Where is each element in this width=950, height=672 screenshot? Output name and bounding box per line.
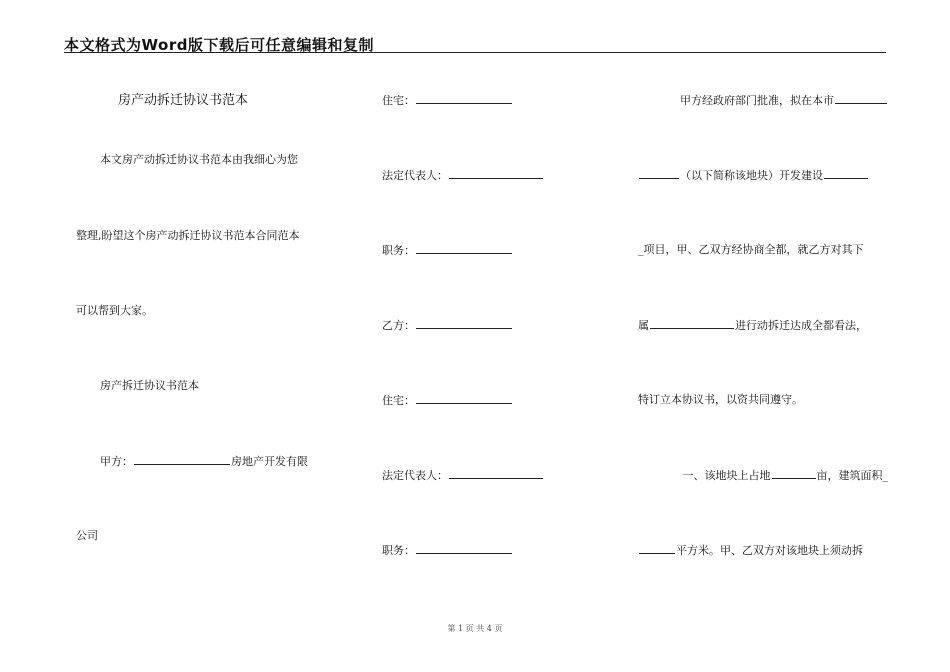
party-a-line [100, 454, 308, 469]
column-1 [76, 60, 324, 620]
position-label-1: 职务： [382, 244, 415, 257]
address-blank-1 [416, 93, 512, 104]
party-a-label: 甲方： [100, 455, 133, 468]
intro-line-2: 整理,盼望这个房产动拆迁协议书范本合同范本 [76, 229, 300, 242]
page-number: 第 1 页 共 4 页 [447, 624, 503, 633]
legal-rep-label-1: 法定代表人： [382, 169, 448, 182]
location-blank [639, 168, 679, 179]
legal-rep-line-1 [382, 168, 544, 183]
body-line-4-post: 进行动拆迁达成全都看法， [735, 319, 867, 332]
body-line-4-pre: 属 [638, 319, 649, 332]
address-blank-2 [416, 393, 512, 404]
property-blank [650, 318, 734, 329]
party-a-blank [134, 454, 230, 465]
column-2 [382, 60, 582, 620]
body-line-3: _项目，甲、乙双方经协商全都，就乙方对其下 [638, 243, 864, 256]
position-line-1 [382, 243, 513, 258]
body-line-5: 特订立本协议书，以资共同遵守。 [638, 393, 803, 406]
party-a-suffix: 房地产开发有限 [231, 455, 308, 468]
legal-rep-blank-1 [449, 168, 543, 179]
position-line-2 [382, 543, 513, 558]
intro-line-3: 可以帮到大家。 [76, 304, 153, 317]
header-divider [64, 52, 886, 53]
position-blank-1 [416, 243, 512, 254]
area-mu-blank [772, 468, 816, 479]
body-line-2-text: （以下简称该地块）开发建设 [680, 169, 823, 182]
document-title: 房产动拆迁协议书范本 [118, 93, 249, 108]
legal-rep-label-2: 法定代表人： [382, 469, 448, 482]
floor-area-blank [639, 543, 675, 554]
body-line-6 [683, 468, 889, 483]
party-a-continued: 公司 [76, 529, 98, 542]
address-label-1: 住宅： [382, 94, 415, 107]
body-line-6-mid: 亩，建筑面积_ [816, 469, 888, 482]
project-blank [824, 168, 868, 179]
city-blank [835, 93, 887, 104]
column-3 [638, 60, 888, 620]
body-line-6-pre: 一、该地块上占地 [682, 469, 771, 482]
party-b-blank [416, 318, 512, 329]
position-label-2: 职务： [382, 544, 415, 557]
address-label-2: 住宅： [382, 394, 415, 407]
body-line-7 [638, 543, 863, 558]
legal-rep-blank-2 [449, 468, 543, 479]
body-line-1 [680, 93, 888, 108]
legal-rep-line-2 [382, 468, 544, 483]
body-line-4 [638, 318, 867, 333]
address-line-2 [382, 393, 513, 408]
address-line-1 [382, 93, 513, 108]
subtitle: 房产拆迁协议书范本 [100, 379, 199, 392]
body-line-1-text: 甲方经政府部门批准，拟在本市 [680, 94, 834, 107]
party-b-line [382, 318, 513, 333]
position-blank-2 [416, 543, 512, 554]
intro-line-1: 本文房产动拆迁协议书范本由我细心为您 [100, 153, 298, 166]
body-line-7-post: 平方米。甲、乙双方对该地块上须动拆 [676, 544, 863, 557]
party-b-label: 乙方： [382, 319, 415, 332]
body-line-2 [638, 168, 869, 183]
document-header-title: 本文格式为Word版下载后可任意编辑和复制 [64, 36, 374, 54]
